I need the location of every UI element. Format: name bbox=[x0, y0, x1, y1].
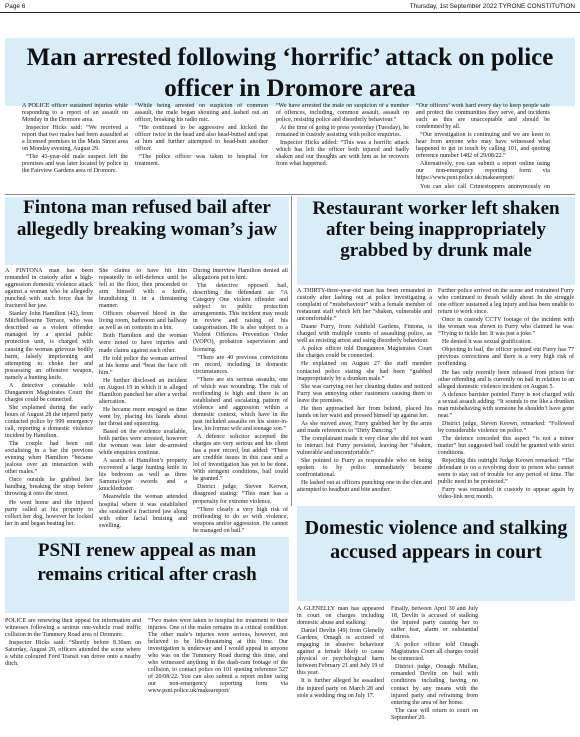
body-paragraph: He lashed out at officers punching one in the chin and attempted to headbutt and bite another. bbox=[297, 480, 432, 494]
body-paragraph: As she moved away, Furry grabbed her by the arms and made references to “Dirty Dancing.” bbox=[297, 420, 432, 434]
body-paragraph: “There are six serious assaults, one of which was wounding. The risk of reoffending is high and there is an established and escalating pattern of violence and aggression within a domestic context, which have in the past included assaults on his sister-in-law, his former wife and teenage son.” bbox=[193, 376, 288, 433]
page-number: Page 6 bbox=[5, 3, 26, 10]
story1-headline: Man arrested following ‘horrific’ attack on police officer in Dromore area bbox=[26, 44, 554, 102]
body-paragraph: A defence solicitor accepted the charges are very serious and his client has a poor record, but added: “There are credible issues in this case and a lot of investigation has yet to be done. With stringent conditions, bail could be granted.” bbox=[193, 434, 288, 483]
body-paragraph: “Two males were taken to hospital for treatment to their injuries. One of the males remains in a critical condition. The other male’s injuries were serious, however, not believed to be life-threatening at this time. Our investigation is underway and I would appeal to anyone who was on the Tummery Road during this time, and who witnessed anything in the dash-cam footage of the collision, to contact police on 101 quoting reference 527 of 20/08/22. You can also submit a report online using our non-emergency reporting form via www.psni.police.uk/makeareport/ bbox=[148, 618, 288, 695]
section-divider bbox=[5, 194, 575, 195]
body-paragraph: Stanley John Hamilton (42), from Mitchellbourne Terrace, who was described as a violent offender managed by a special public protection unit, is charged with causing the woman grievous bodily harm, falsely imprisoning and attempting to choke her and possessing an offensive weapon, namely a hunting knife. bbox=[5, 311, 93, 381]
story5-body-col-1 bbox=[297, 606, 384, 734]
masthead bbox=[0, 0, 580, 13]
story3-body-col-2 bbox=[438, 288, 574, 502]
body-paragraph: The defence conceded this aspect “is not a minor matter” but suggested bail could be granted with strict conditions. bbox=[438, 435, 574, 457]
story4-headline: PSNI renew appeal as man remains critical after crash bbox=[37, 540, 257, 585]
body-paragraph: A POLICE officer sustained injuries while responding to a report of an assault on Monday in the Dromore area. bbox=[22, 103, 128, 124]
body-paragraph: She was carrying out her cleaning duties and noticed Furry was annoying other customers causing them to leave the premises. bbox=[297, 383, 432, 404]
body-paragraph: He went home and the injured party called at his property to collect her dog, however he locked her in and began beating her. bbox=[5, 499, 93, 527]
body-paragraph: The complainant made it very clear she did not want to interact but Furry persisted, leaving her “shaken, vulnerable and uncomfortable.” bbox=[297, 435, 432, 457]
story5-body-col-2 bbox=[391, 606, 478, 734]
story2-body-col-3 bbox=[193, 268, 288, 534]
body-paragraph: A THIRTY-three-year-old man has been remanded in custody after lashing out at police investigating a complaint of “misbehaviour” with a female member of restaurant staff which left her “shaken, vulnerable and uncomfortable.” bbox=[297, 288, 432, 323]
story3-body-col-1 bbox=[297, 288, 432, 502]
body-paragraph: A search of Hamilton’s property recovered a large hunting knife in his bedroom as well as three Samurai-type swords and a knuckleduster. bbox=[99, 458, 187, 493]
body-paragraph: “Our investigation is continuing and we are keen to hear from anyone who may have witnessed what happened to get in touch by calling 101, and quoting reference number 1482 of 29/08/22.” bbox=[416, 132, 550, 160]
body-paragraph: “The police officer was taken to hospital for treatment. bbox=[135, 154, 268, 168]
body-paragraph: “The 43-year-old male suspect left the premises and was later located by police in the Fairview Gardens area of Dromore. bbox=[22, 154, 128, 175]
story2-headline: Fintona man refused bail after allegedly breaking woman’s jaw bbox=[16, 197, 278, 240]
body-paragraph: Rejecting this outright Judge Keown remarked: “The defendant is on a revolving door to prison who cannot seem to stay out of trouble for any period of time. The public need to be protected.” bbox=[438, 458, 574, 486]
body-paragraph: The couple had been out socialising in a bar the previous evening when Hamilton “became jealous over an interaction with other males.” bbox=[5, 441, 93, 476]
story1-body-col-4 bbox=[416, 103, 550, 189]
body-paragraph: A FINTONA man has been remanded in custody after a high-aggression domestic violence attack against a woman who he allegedly punched with such force that he fractured her jaw. bbox=[5, 268, 93, 310]
body-paragraph: Alternatively, you can submit a report online using our non-emergency reporting form via https://www.psni.police.uk/makeareport/ bbox=[416, 161, 550, 182]
body-paragraph: District judge, Oonagh Mullan, remanded Devlin on bail with conditions including having no contact by any means with the injured party and refraining from entering the area of her home. bbox=[391, 664, 478, 706]
body-paragraph: Further police arrived on the scene and restrained Furry who continued to thrash wildly about. In the struggle one officer sustained a leg injury and has been unable to return to work since. bbox=[438, 288, 574, 316]
story1-body-col-2 bbox=[135, 103, 268, 189]
body-paragraph: Based on the evidence available, both parties were arrested, however the woman was later de-arrested while enquiries continue. bbox=[99, 429, 187, 457]
body-paragraph: He further disclosed an incident on August 19 in which it is alleged Hamilton punched her after a verbal altercation. bbox=[99, 377, 187, 405]
body-paragraph: “While being arrested on suspicion of common assault, the male began shouting and lashed out an officer, breaking his radio mic. bbox=[135, 103, 268, 124]
story1-body-col-1 bbox=[22, 103, 128, 189]
body-paragraph: During interview Hamilton denied all allegations put to him. bbox=[193, 268, 288, 282]
story2-body-col-1 bbox=[5, 268, 93, 534]
story5-headline: Domestic violence and stalking accused appears in court bbox=[304, 517, 568, 563]
story4-body-col-1 bbox=[5, 618, 141, 734]
body-paragraph: He has only recently been released from prison for other offending and is currently on bail in relation to an alleged domestic violence incident on August 5. bbox=[438, 369, 574, 390]
story2-headline-box bbox=[5, 197, 289, 265]
story3-headline-box bbox=[297, 197, 575, 285]
body-paragraph: Meanwhile the woman attended hospital where it was established she sustained a fractured jaw along with other facial bruising and swelling. bbox=[99, 494, 187, 529]
body-paragraph: “There clearly a very high risk of reoffending to do so with violence, weapons and/or aggression. He cannot be managed on bail.” bbox=[193, 506, 288, 534]
body-paragraph: At the time of going to press yesterday (Tuesday), he remained in custody assisting with police enquiries. bbox=[276, 125, 409, 139]
body-paragraph: “There are 40 previous convictions on record, including in domestic circumstances. bbox=[193, 354, 288, 375]
body-paragraph: A GLENELLY man has appeared in court on charges including domestic abuse and stalking. bbox=[297, 606, 384, 627]
body-paragraph: Furry was remanded in custody to appear again by video-link next month. bbox=[438, 487, 574, 501]
story1-headline-box bbox=[5, 38, 575, 106]
body-paragraph: Daniel Devlin (49) from Glenelly Gardens, Omagh is accused of engaging in abusive behaviour against a female likely to cause physical or psychological harm between February 21 and July 19 of this year. bbox=[297, 628, 384, 677]
body-paragraph: He became more enraged as time went by, placing his hands about her throat and squeezing. bbox=[99, 406, 187, 427]
story2-body-col-2 bbox=[99, 268, 187, 534]
story4-headline-box bbox=[5, 537, 289, 613]
body-paragraph: “We have arrested the male on suspicion of a number of offences, including, common assault, assault on police, resisting police and disorderly behaviour.” bbox=[276, 103, 409, 124]
issue-date: Thursday, 1st September 2022 TYRONE CONSTITUTION bbox=[409, 3, 575, 10]
body-paragraph: The case will return to court on September 20. bbox=[391, 707, 478, 721]
body-paragraph: Officers observed blood in the living room, bathroom and hallway as well as on contents in a bin. bbox=[99, 311, 187, 332]
body-paragraph: A detective constable told Dungannon Magistrates Court the charges could be connected. bbox=[5, 382, 93, 403]
body-paragraph: The detective opposed bail, describing the defendant as: “A Category One violent offender and subject to public protection arrangements. This incident may result in review and raising of his categorisation. He is also subject to a Violent Offences Prevention Order (VOPO), probation supervision and licensing. bbox=[193, 283, 288, 353]
body-paragraph: “He continued to be aggressive and kicked the officer twice in the head and also head-butted and spat at him and further attempted to head-butt another officer. bbox=[135, 125, 268, 153]
body-paragraph: Once in custody CCTV footage of the incident with the woman was shown to Furry who claimed he was: “Trying to tickle her. It was just a joke.” bbox=[438, 317, 574, 338]
body-paragraph: It is further alleged he assaulted the injured party on March 28 and stole a wedding ring on July 17. bbox=[297, 678, 384, 699]
story5-headline-box bbox=[297, 506, 575, 601]
body-paragraph: “Our officers’ work hard every day to keep people safe and protect the communities they serve, and incidents such as this are unacceptable and should be condemned by all. bbox=[416, 103, 550, 131]
body-paragraph: Finally, between April 30 and July 18, Devlin is accused of stalking the injured party causing her to suffer fear, alarm or substantial distress. bbox=[391, 606, 478, 641]
body-paragraph: Inspector Hicks said: “Shortly before 8.30am on Saturday, August 20, officers attended the scene where a white coloured Ford Transit van drove onto a nearby ditch. bbox=[5, 640, 141, 668]
body-paragraph: She explained during the early hours of August 28 the injured party contacted police by 999 emergency call, reporting a domestic violence incident by Hamilton. bbox=[5, 404, 93, 440]
column-divider bbox=[291, 196, 292, 506]
body-paragraph: A police officer told Omagh Magistrates Court all charges could be connected. bbox=[391, 642, 478, 663]
body-paragraph: Duane Furry, from Ashfield Gardens, Fintona, is charged with multiple counts of assaulting police, as well as resisting arrest and using disorderly behaviour. bbox=[297, 324, 432, 345]
body-paragraph: Once outside he grabbed her handbag, breaking the strap before throwing it onto the street. bbox=[5, 477, 93, 498]
story3-headline: Restaurant worker left shaken after being inappropriately grabbed by drunk male bbox=[312, 198, 560, 261]
story4-body-col-2 bbox=[148, 618, 288, 734]
body-paragraph: District judge, Steven Keown, disagreed stating: “This man has a propensity for extreme violence. bbox=[193, 484, 288, 505]
body-paragraph: He denied it was sexual gratification. bbox=[442, 339, 533, 346]
body-paragraph: He explained on August 27 the staff member contacted police stating she had been “grabbed inappropriately by a drunken male.” bbox=[297, 361, 432, 382]
body-paragraph: POLICE are renewing their appeal for information and witnesses following a serious one-vehicle road traffic collision in the Tummery Road area of Dromore. bbox=[5, 618, 141, 639]
story1-body-col-3 bbox=[276, 103, 409, 189]
body-paragraph: She pointed to Furry as responsible who on being spoken to by police immediately became confrontational. bbox=[297, 458, 432, 479]
body-paragraph: She claims to have hit him repeatedly in self-defence until he fell to the floor, then proceeded to arm himself with a knife, brandishing it in a threatening manner. bbox=[99, 268, 187, 310]
body-paragraph: He then approached her from behind, placed his hands on her waist and pressed himself up against her. bbox=[297, 405, 432, 419]
body-paragraph: District judge, Steven Keown, remarked: “Followed by considerable violence on police.” bbox=[438, 420, 574, 434]
body-paragraph: He told police the woman arrived at his home and “beat the face off him.” bbox=[99, 355, 187, 376]
body-paragraph: A defence barrister pointed Furry is not charged with a sexual assault adding: “It sounds to me like a drunken man misbehaving with someone he shouldn’t have gone near.” bbox=[438, 391, 574, 419]
body-paragraph: Both Hamilton and the woman were noted to have injuries and made claims against each other. bbox=[99, 333, 187, 354]
body-paragraph: Inspector Hicks added: “This was a horrific attack which has left the officer both injured and badly shaken and our thoughts are with him as he recovers from what happened. bbox=[276, 140, 409, 168]
body-paragraph: You can also call Crimestoppers anonymously on bbox=[420, 183, 550, 189]
body-paragraph: Inspector Hicks said: “We received a report that two males had been assaulted at a licensed premises in the Main Street area on Monday evening, August 29. bbox=[22, 125, 128, 153]
body-paragraph: Objecting to bail, the officer pointed out Furry has 77 previous convictions and there is a very high risk of reoffending. bbox=[438, 347, 574, 368]
body-paragraph: A police officer told Dungannon Magistrates Court the charges could be connected. bbox=[297, 346, 432, 360]
story5-body-col-3 bbox=[485, 606, 574, 734]
